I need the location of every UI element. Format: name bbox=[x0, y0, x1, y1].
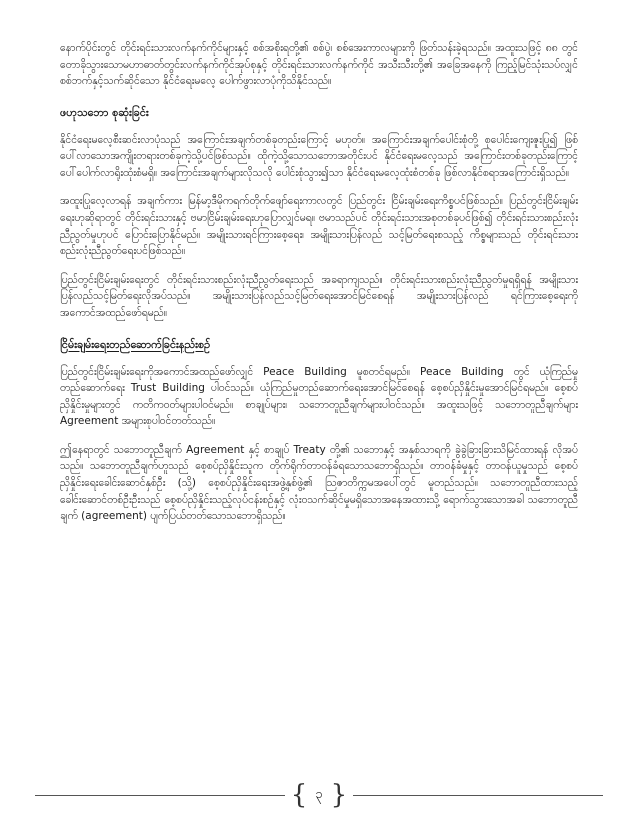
paragraph: အထူးပြုလေ့လာရန် အချက်ကား မြန်မာ့ဒီမိုကရက်တိုက်ဖျော်ရေးကာလတွင် ပြည်တွင်း ငြိမ်းချမ်းရေးကိစ္စပင်ဖြစ်သည်။ ပြည်တွင်းငြိမ်းချမ်းရေးဟုဆိုရာတွင် တိုင်းရင်းသားနှင့် ဗမာငြိမ်းချမ်းရေးဟုပြောလျှင်မရ။ ဗမာသည်ပင် တိုင်းရင်းသားအစုတစ်ခုပင်ဖြစ်၍ တိုင်းရင်းသားစည်းလုံးညီညွတ်မှုဟုပင် ပြောင်းပြောနိုင်မည်။ အမျိုးသားရင်ကြားစေ့ရေး၊ အမျိုးသားပြန်လည် သင့်မြတ်ရေးစသည့် ကိစ္စများသည် တိုင်းရင်းသားစည်းလုံးညီညွတ်ရေးပင်ဖြစ်သည်။ bbox=[60, 195, 578, 258]
right-brace: } bbox=[330, 780, 348, 810]
section-heading-summary: ဖဟုသဘော စုဆုံးခြင်း bbox=[60, 105, 149, 119]
paragraph: ပြည်တွင်းငြိမ်းချမ်းရေးတွင် တိုင်းရင်းသားစည်းလုံးညီညွတ်ရေးသည် အခရာကျသည်။ တိုင်းရင်းသားစည်းလုံးညီညွတ်မှုရရှိရန် အမျိုးသားပြန်လည်သင့်မြတ်ရေးလိုအပ်သည်။ အမျိုးသားပြန်လည်သင့်မြတ်ရေးအောင်မြင်စေရန် အမျိုးသားပြန်လည် ရင်ကြားစေ့ရေးကိုအကောင်အထည်ဖော်ရမည်။ bbox=[60, 273, 578, 319]
paragraph: ပြည်တွင်းငြိမ်းချမ်းရေးကိုအကောင်အထည်ဖော်လျှင် Peace Building မူစတင်ရမည်။ Peace Building တွင် ယုံကြည်မှုတည်ဆောက်ရေး Trust Building ပါဝင်သည်။ ယုံကြည်မှုတည်ဆောက်ရေးအောင်မြင်စေရန် စေ့စပ်ညှိနှိုင်းမှုအောင်မြင်ရမည်။ စေ့စပ်ညှိနှိုင်းမှုများတွင် ကတိကဝတ်များပါဝင်မည်။ စာချုပ်များ၊ သဘောတူညီချက်များပါဝင်သည်။ အထူးသဖြင့် သဘောတူညီချက်များ Agreement အများစုပါဝင်တတ်သည်။ bbox=[60, 365, 578, 428]
left-brace: { bbox=[290, 780, 308, 810]
page-number-box bbox=[291, 782, 347, 808]
intro-paragraph: နောက်ပိုင်းတွင် တိုင်းရင်းသားလက်နက်ကိုင်များနှင့် စစ်အစိုးရတို့၏ စစ်ပွဲ၊ စစ်အေးကာလများကို ဖြတ်သန်းခဲ့ရသည်။ အထူးသဖြင့် ၈၈ တွင်တောခိုသွားသောမဟာဓာတ်တွင်းလက်နက်ကိုင်အုပ်စုနှင့် တိုင်းရင်းသားလက်နက်ကိုင် အသီးသီးတို့၏ အခြေအနေကို ကြည့်မြင်သုံးသပ်လျှင် စစ်ဘက်နှင့်သက်ဆိုင်သော နိုင်ငံရေးမလေ့ ပေါက်ဖွားလာပုံကိုသိနိုင်သည်။ bbox=[60, 42, 578, 88]
section-heading-peace-building: ငြိမ်းချမ်းရေးတည်ဆောက်ခြင်းနည်းစဉ် bbox=[60, 337, 211, 351]
page-footer bbox=[0, 780, 638, 810]
paragraph: နိုင်ငံရေးမလေ့စီးဆင်းလာပုံသည် အကြောင်းအချက်တစ်ခုတည်းကြောင့် မဟုတ်။ အကြောင်းအချက်ပေါင်းစုံတို့ စုပေါင်းကျေးဇူးပြု၍ ဖြစ်ပေါ်လာသောအကျိုးတရားတစ်ခုကဲ့သို့ပင်ဖြစ်သည်။ ထိုကဲ့သို့သောသဘောအတိုင်းပင် နိုင်ငံရေးမလေ့သည် အကြောင်းတစ်ခုတည်းကြောင့် ပေါ်ပေါက်လာရိုးထုံးစံမရှိ။ အကြောင်းအချက်များလိုသလို ပေါင်းစုံသွား၍သာ နိုင်ငံရေးမလေ့ထုံးစံတစ်ခု ဖြစ်လာနိုင်စရာအကြောင်းရှိသည်။ bbox=[60, 133, 578, 179]
page-number: ၃ bbox=[315, 786, 323, 802]
paragraph: ဤနေရာတွင် သဘောတူညီချက် Agreement နှင့် စာချုပ် Treaty တို့၏ သဘောနှင့် အနှစ်သာရကို ခွဲခွဲခြားခြားသိမြင်ထားရန် လိုအပ်သည်။ သဘောတူညီချက်ဟူသည် စေ့စပ်ညှိနှိုင်းသူက တိုက်ရိုက်တာဝန်ခံရသောသဘောရှိသည်။ တာဝန်ခံမှုနှင့် တာဝန်ယူမှုသည် စေ့စပ်ညှိနှိုင်းရေးခေါင်းဆောင်နှစ်ဦး (သို့) စေ့စပ်ညှိနှိုင်းရေးအဖွဲ့နှစ်ဖွဲ့၏ သြဇာတိက္ကမအပေါ်တွင် မူတည်သည်။ သဘောတူညီထားသည့် ခေါင်းဆောင်တစ်ဦးဦးသည် စေ့စပ်ညှိနှိုင်းသည့်လုပ်ငန်းစဉ်နှင့် လုံးဝသက်ဆိုင်မှုမရှိသောအနေအထားသို့ ရောက်သွားသောအခါ သဘောတူညီချက် (agreement) ပျက်ပြယ်တတ်သောသဘောရှိသည်။ bbox=[60, 443, 578, 523]
footer-rule-left bbox=[35, 795, 285, 796]
footer-rule-right bbox=[353, 795, 603, 796]
page-content bbox=[60, 40, 578, 537]
